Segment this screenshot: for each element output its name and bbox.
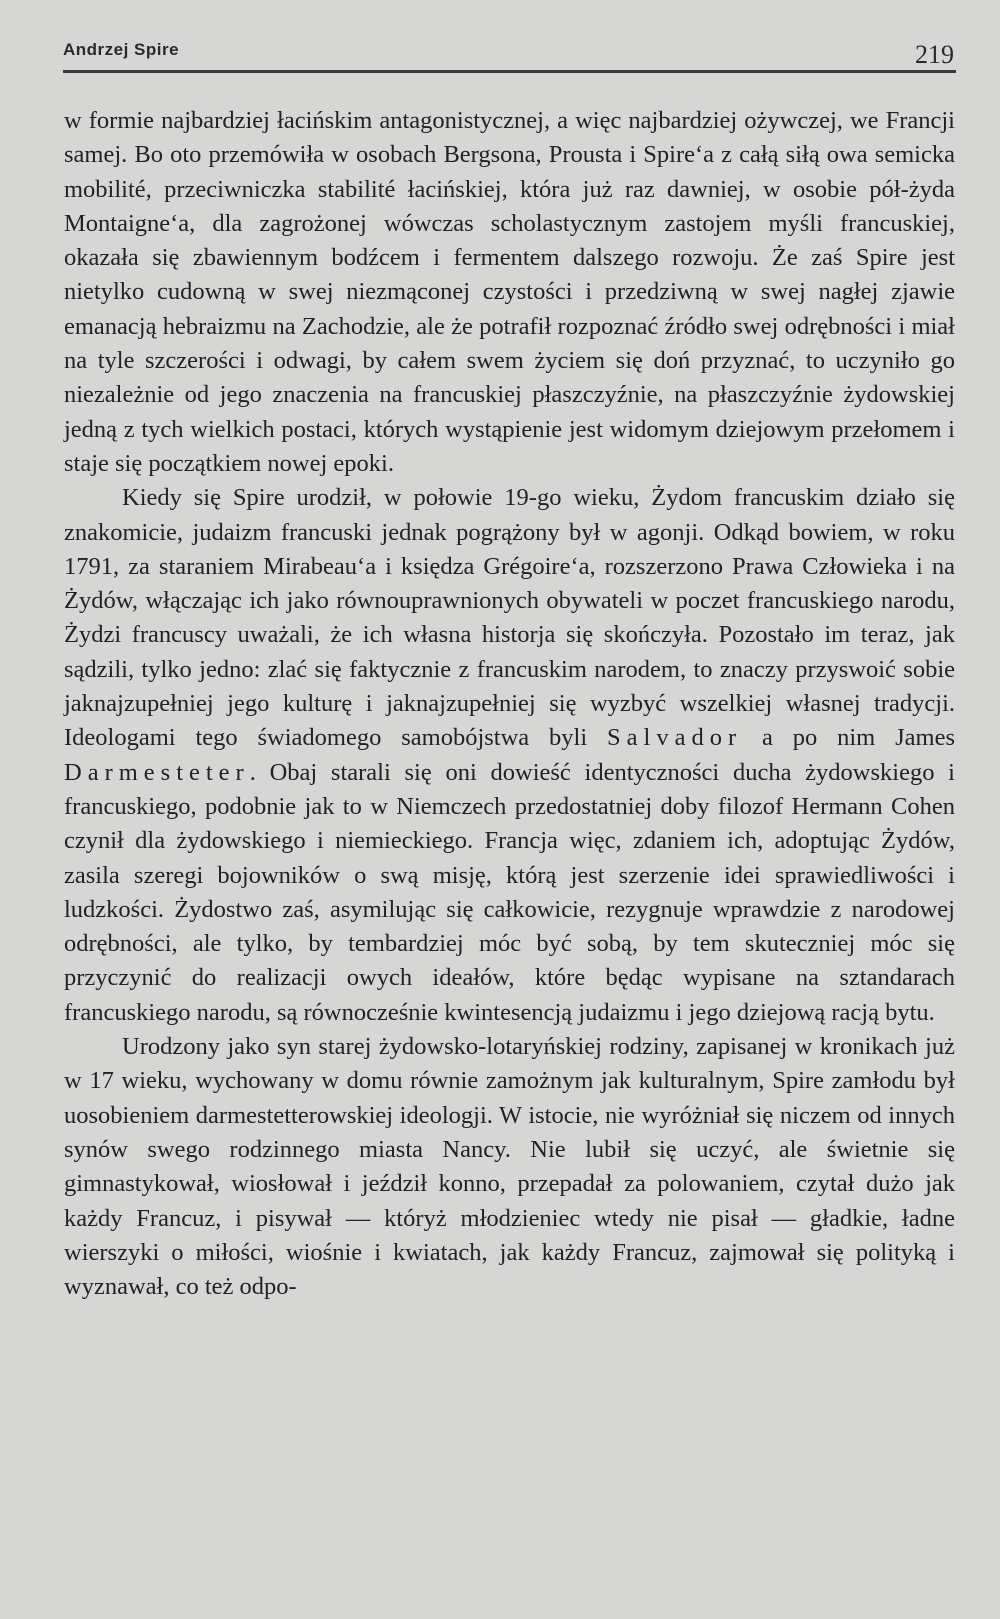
page-number: 219: [915, 40, 954, 69]
paragraph-2-text-1: Kiedy się Spire urodził, w połowie 19-go wieku, Żydom francuskim działo się znakomicie, judaizm francuski jednak pogrążony był w agonji. Odkąd bowiem, w roku 1791, za staraniem Mirabeau‘a i księdza Grégoire‘a, rozszerzono Prawa Człowieka i na Żydów, włączając ich jako równouprawnionych obywateli w poczet francuskiego narodu, Żydzi francuscy uważali, że ich własna historja się skończyła. Pozostało im teraz, jak sądzili, tylko jedno: zlać się faktycznie z francuskim narodem, to znaczy przyswoić sobie jaknajzupełniej jego kulturę i jaknajzupełniej się wyzbyć wszelkiej własnej tradycji. Ideologami tego świadomego samobójstwa byli: [64, 484, 955, 752]
spaced-name-salvador: Salvador: [607, 724, 743, 752]
spaced-name-darmesteter: Darmesteter: [64, 758, 250, 786]
paragraph-1-text-1: w formie najbardziej łacińskim antagonistycznej, a więc najbardziej ożywczej, we Francji samej. Bo oto przemówiła w osobach Bergsona, Prousta i Spire‘a z całą siłą owa semicka mobilité, przeciwniczka stabilité łacińskiej, która już raz dawniej, w osobie pół-żyda Montaigne‘a, dla zagrożonej wówczas scholastycznym zastojem myśli francuskiej, okazała się zbawiennym bodźcem i fermentem dalszego rozwoju. Że zaś Spire jest nietylko cudowną w swej niezmąconej czystości i przedziwną w swej nagłej zjawie emanacją hebraizmu na Zachodzie, ale że potrafił rozpoznać źródło swej odrębności i miał na tyle szczerości i odwagi, by całem swem życiem się doń przyznać, to uczyniło go niezależnie od jego znaczenia na francuskiej płaszczyźnie, na płaszczyźnie żydowskiej jedną z tych wielkich postaci, których wystąpienie jest widomym dziejowym przełomem i staje się początkiem nowej epoki.: [64, 107, 955, 477]
header-rule: [63, 70, 956, 73]
paragraph-2-text-2: a po nim James: [742, 724, 955, 752]
paragraph-2-text-3: . Obaj starali się oni dowieść identyczności ducha żydowskiego i francuskiego, podobnie jak to w Niemczech przedostatniej doby filozof Hermann Cohen czynił dla żydowskiego i niemieckiego. Francja więc, zdaniem ich, adoptując Żydów, zasila szeregi bojowników o swą misję, którą jest szerzenie idei sprawiedliwości i ludzkości. Żydostwo zaś, asymilując się całkowicie, rezygnuje wprawdzie z narodowej odrębności, ale tylko, by tembardziej móc być sobą, by tem skuteczniej móc się przyczynić do realizacji owych ideałów, które będąc wypisane na sztandarach francuskiego narodu, są równocześnie kwintesencją judaizmu i jego dziejową racją bytu.: [64, 758, 955, 1026]
body-text: [64, 104, 955, 1304]
paragraph-3: [64, 1030, 955, 1304]
paragraph-2: [64, 481, 955, 1030]
paragraph-3-text-1: Urodzony jako syn starej żydowsko-lotaryńskiej rodziny, zapisanej w kronikach już w 17 wieku, wychowany w domu równie zamożnym jak kulturalnym, Spire zamłodu był uosobieniem darmestetterowskiej ideologji. W istocie, nie wyróżniał się niczem od innych synów swego rodzinnego miasta Nancy. Nie lubił się uczyć, ale świetnie się gimnastykował, wiosłował i jeździł konno, przepadał za polowaniem, czytał dużo jak każdy Francuz, i pisywał — któryż młodzieniec wtedy nie pisał — gładkie, ładne wierszyki o miłości, wiośnie i kwiatach, jak każdy Francuz, zajmował się polityką i wyznawał, co też odpo-: [64, 1033, 955, 1301]
running-head: [63, 34, 958, 74]
paragraph-1: [64, 104, 955, 481]
running-head-author: Andrzej Spire: [63, 40, 180, 59]
